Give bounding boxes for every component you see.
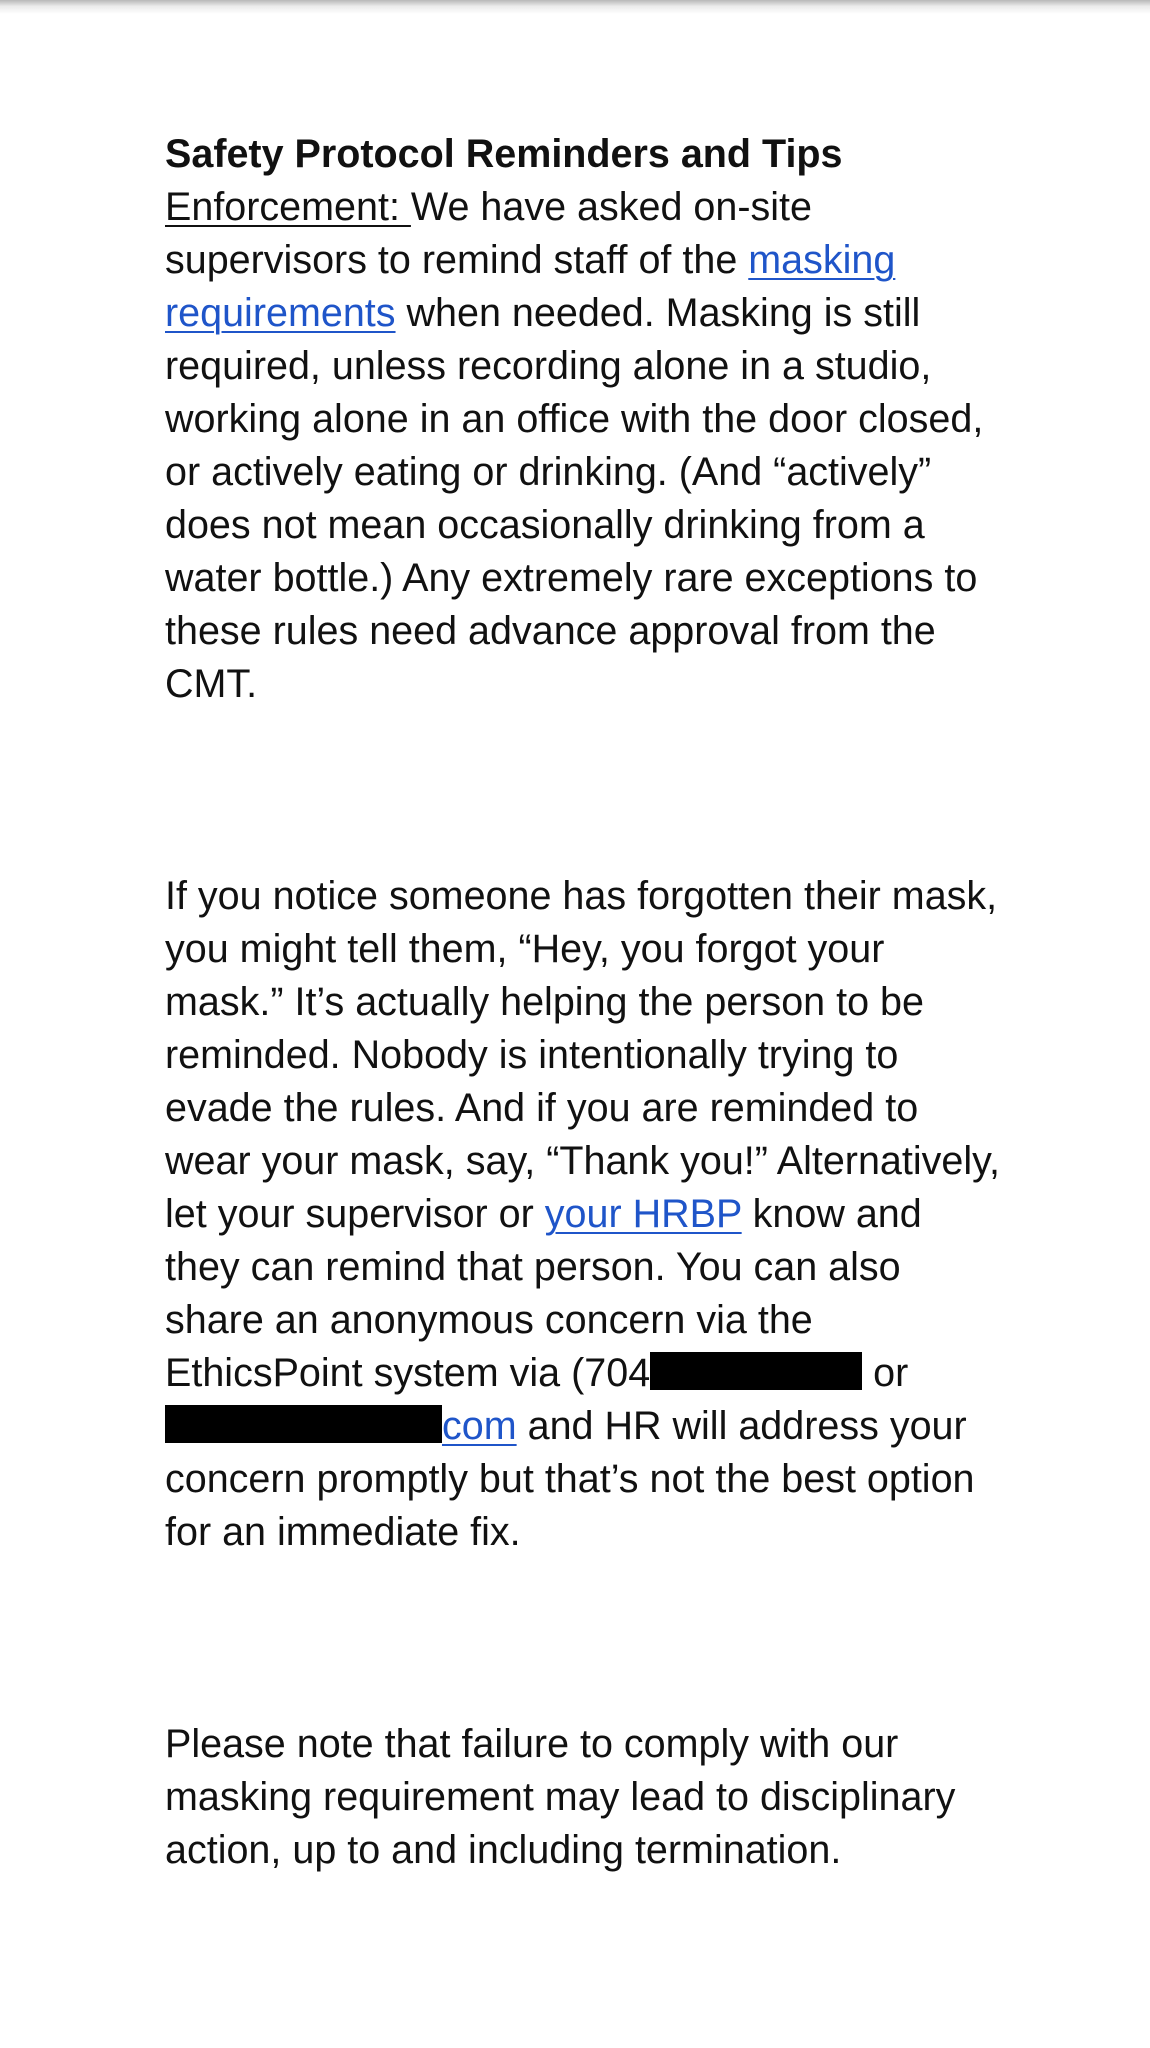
enforcement-text-1: We have asked on-site supervisors to remind staff of the [165, 185, 812, 282]
paragraph-consequences: Please note that failure to comply with our masking requirement may lead to disciplinary action, up to and including termination. [165, 1722, 956, 1872]
or-text: or [862, 1351, 909, 1395]
enforcement-label: Enforcement: [165, 185, 411, 229]
paragraph-spacer [165, 711, 1005, 870]
reminders-text-3: and HR will address your concern promptly but that’s not the best option for an immediate fix. [165, 1404, 975, 1554]
masking-requirements-link[interactable]: masking requirements [165, 238, 896, 335]
enforcement-text-2: when needed. Masking is still required, unless recording alone in a studio, working alone in an office with the door closed, or actively eating or drinking. (And “actively” does not mean occasionally drinking from a water bottle.) Any extremely rare exceptions to these rules need advance approval from the CMT. [165, 291, 984, 706]
paragraph-reminders [165, 870, 1005, 1559]
phone-prefix: (704 [571, 1351, 651, 1395]
hrbp-link[interactable]: your HRBP [544, 1192, 742, 1236]
ethicspoint-email-link[interactable]: com [442, 1404, 517, 1448]
reminders-text-2: know and they can remind that person. You can also share an anonymous concern via the EthicsPoint system via [165, 1192, 922, 1395]
document-title: Safety Protocol Reminders and Tips [165, 132, 843, 176]
document-body [165, 128, 1005, 1877]
paragraph-enforcement [165, 181, 1005, 711]
paragraph-spacer [165, 1559, 1005, 1718]
email-redaction [165, 1405, 442, 1443]
phone-redaction [650, 1352, 862, 1390]
reminders-text-1: If you notice someone has forgotten their mask, you might tell them, “Hey, you forgot your mask.” It’s actually helping the person to be reminded. Nobody is intentionally trying to evade the rules. And if you are reminded to wear your mask, say, “Thank you!” Alternatively, let your supervisor or [165, 874, 1000, 1236]
top-edge-shadow [0, 0, 1150, 14]
